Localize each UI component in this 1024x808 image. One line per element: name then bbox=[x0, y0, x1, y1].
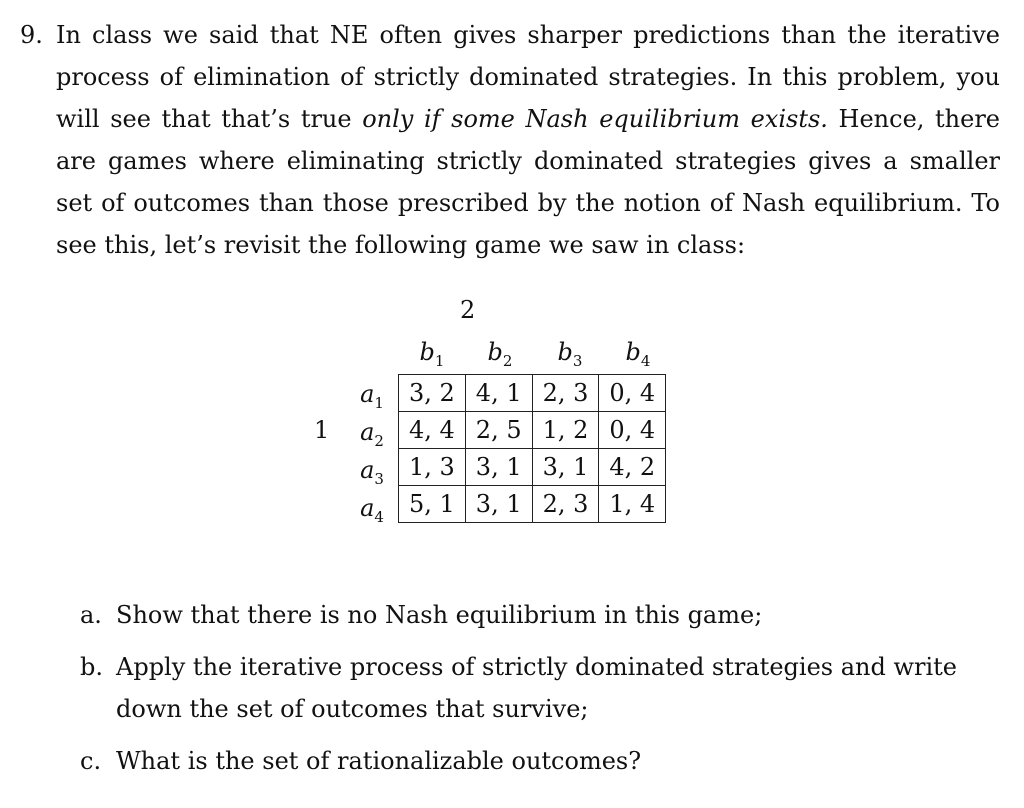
column-label-b2: $b_2$ bbox=[487, 338, 513, 370]
payoff-cell: 0, 4 bbox=[599, 412, 666, 449]
payoff-cell: 2, 3 bbox=[532, 486, 599, 523]
payoff-table bbox=[398, 374, 666, 523]
payoff-cell: 0, 4 bbox=[599, 375, 666, 412]
question-text: What is the set of rationalizable outcomes? bbox=[116, 747, 642, 775]
question-list bbox=[80, 594, 992, 792]
problem-text-part-1: In class we said that NE often gives sharper predictions than the iterative process of elimination of strictly dominated strategies. In this problem, you will see that that’s true bbox=[56, 21, 1000, 133]
payoff-cell: 2, 3 bbox=[532, 375, 599, 412]
game-matrix bbox=[300, 292, 700, 542]
row-label-a3: $a_3$ bbox=[360, 456, 384, 488]
problem-text-italic: only if some Nash equilibrium exists. bbox=[362, 105, 828, 133]
payoff-cell: 3, 1 bbox=[465, 449, 532, 486]
payoff-cell: 4, 2 bbox=[599, 449, 666, 486]
question-marker: b. bbox=[80, 653, 103, 681]
problem-text-part-2: Hence, there are games where eliminating strictly dominated strategies gives a smaller set of outcomes than those prescribed by the notion of Nash equilibrium. To see this, let’s revisit the following game we saw in class: bbox=[56, 105, 1000, 259]
column-label-b1: $b_1$ bbox=[419, 338, 445, 370]
question-b bbox=[80, 646, 992, 730]
payoff-row-a2 bbox=[399, 412, 666, 449]
problem-number: 9. bbox=[20, 21, 43, 49]
payoff-cell: 4, 4 bbox=[399, 412, 466, 449]
row-label-a1: $a_1$ bbox=[360, 380, 384, 412]
payoff-cell: 2, 5 bbox=[465, 412, 532, 449]
payoff-cell: 3, 2 bbox=[399, 375, 466, 412]
problem-statement bbox=[20, 14, 1000, 266]
payoff-cell: 3, 1 bbox=[465, 486, 532, 523]
payoff-cell: 1, 2 bbox=[532, 412, 599, 449]
question-a bbox=[80, 594, 992, 636]
payoff-row-a4 bbox=[399, 486, 666, 523]
payoff-cell: 1, 4 bbox=[599, 486, 666, 523]
column-label-b3: $b_3$ bbox=[557, 338, 583, 370]
payoff-row-a3 bbox=[399, 449, 666, 486]
player-1-label: 1 bbox=[314, 416, 330, 444]
player-2-label: 2 bbox=[460, 296, 476, 324]
question-marker: c. bbox=[80, 747, 102, 775]
payoff-cell: 5, 1 bbox=[399, 486, 466, 523]
row-label-a2: $a_2$ bbox=[360, 418, 384, 450]
payoff-cell: 4, 1 bbox=[465, 375, 532, 412]
question-marker: a. bbox=[80, 601, 102, 629]
row-label-a4: $a_4$ bbox=[360, 494, 384, 526]
problem-text bbox=[56, 14, 1000, 266]
payoff-cell: 3, 1 bbox=[532, 449, 599, 486]
column-label-b4: $b_4$ bbox=[625, 338, 651, 370]
question-c bbox=[80, 740, 992, 782]
question-text: Apply the iterative process of strictly dominated strategies and write down the set of outcomes that survive; bbox=[116, 653, 958, 723]
payoff-cell: 1, 3 bbox=[399, 449, 466, 486]
question-text: Show that there is no Nash equilibrium in this game; bbox=[116, 601, 763, 629]
payoff-row-a1 bbox=[399, 375, 666, 412]
